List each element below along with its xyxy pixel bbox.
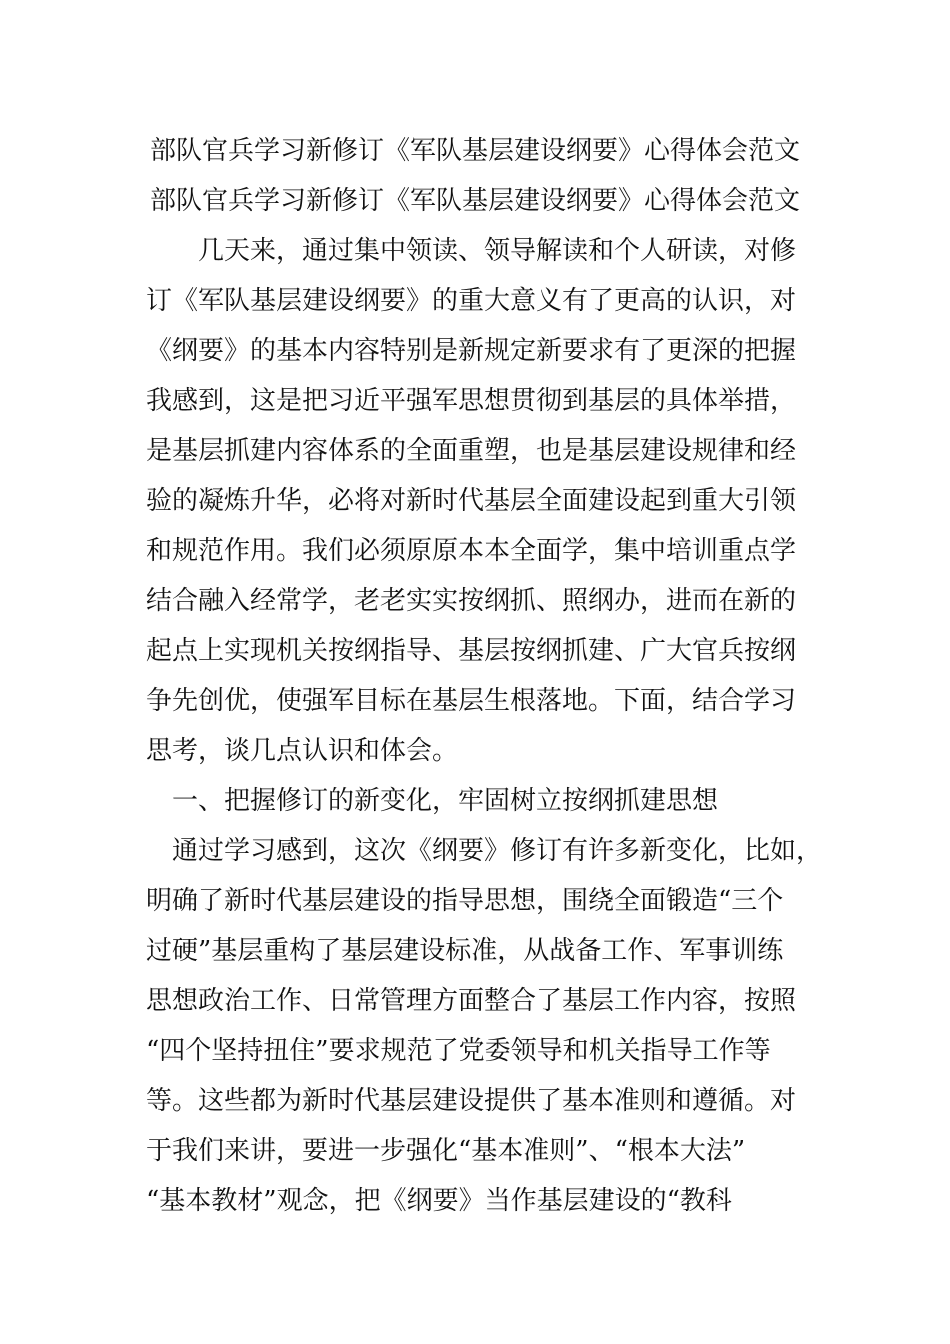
paragraph-line-6: 验的凝炼升华，必将对新时代基层全面建设起到重大引领 bbox=[146, 486, 797, 516]
paragraph-line-3: 《纲要》的基本内容特别是新规定新要求有了更深的把握 bbox=[146, 336, 797, 366]
paragraph-line-10: 争先创优，使强军目标在基层生根落地。下面，结合学习 bbox=[146, 686, 797, 716]
paragraph-line-8: 结合融入经常学，老老实实按纲抓、照纲办，进而在新的 bbox=[146, 586, 797, 616]
paragraph-line-12: 通过学习感到，这次《纲要》修订有许多新变化，比如， bbox=[172, 836, 823, 866]
paragraph-line-11: 思考，谈几点认识和体会。 bbox=[146, 736, 459, 766]
paragraph-line-14: 过硬”基层重构了基层建设标准，从战备工作、军事训练 bbox=[146, 936, 784, 966]
paragraph-line-18: 于我们来讲，要进一步强化“基本准则”、“根本大法” bbox=[146, 1136, 746, 1166]
paragraph-line-15: 思想政治工作、日常管理方面整合了基层工作内容，按照 bbox=[146, 986, 797, 1016]
paragraph-line-1: 几天来，通过集中领读、领导解读和个人研读，对修 bbox=[198, 236, 797, 266]
document-subtitle: 部队官兵学习新修订《军队基层建设纲要》心得体会范文 bbox=[150, 186, 801, 216]
paragraph-line-13: 明确了新时代基层建设的指导思想，围绕全面锻造“三个 bbox=[146, 886, 784, 916]
paragraph-line-9: 起点上实现机关按纲指导、基层按纲抓建、广大官兵按纲 bbox=[146, 636, 797, 666]
section-heading: 一、把握修订的新变化，牢固树立按纲抓建思想 bbox=[172, 786, 719, 816]
paragraph-line-17: 等。这些都为新时代基层建设提供了基本准则和遵循。对 bbox=[146, 1086, 797, 1116]
paragraph-line-4: 我感到，这是把习近平强军思想贯彻到基层的具体举措， bbox=[146, 386, 797, 416]
paragraph-line-19: “基本教材”观念，把《纲要》当作基层建设的“教科 bbox=[146, 1186, 732, 1216]
paragraph-line-5: 是基层抓建内容体系的全面重塑，也是基层建设规律和经 bbox=[146, 436, 797, 466]
paragraph-line-7: 和规范作用。我们必须原原本本全面学，集中培训重点学 bbox=[146, 536, 797, 566]
paragraph-line-16: “四个坚持扭住”要求规范了党委领导和机关指导工作等 bbox=[146, 1036, 771, 1066]
document-title: 部队官兵学习新修订《军队基层建设纲要》心得体会范文 bbox=[150, 136, 801, 166]
paragraph-line-2: 订《军队基层建设纲要》的重大意义有了更高的认识，对 bbox=[146, 286, 797, 316]
